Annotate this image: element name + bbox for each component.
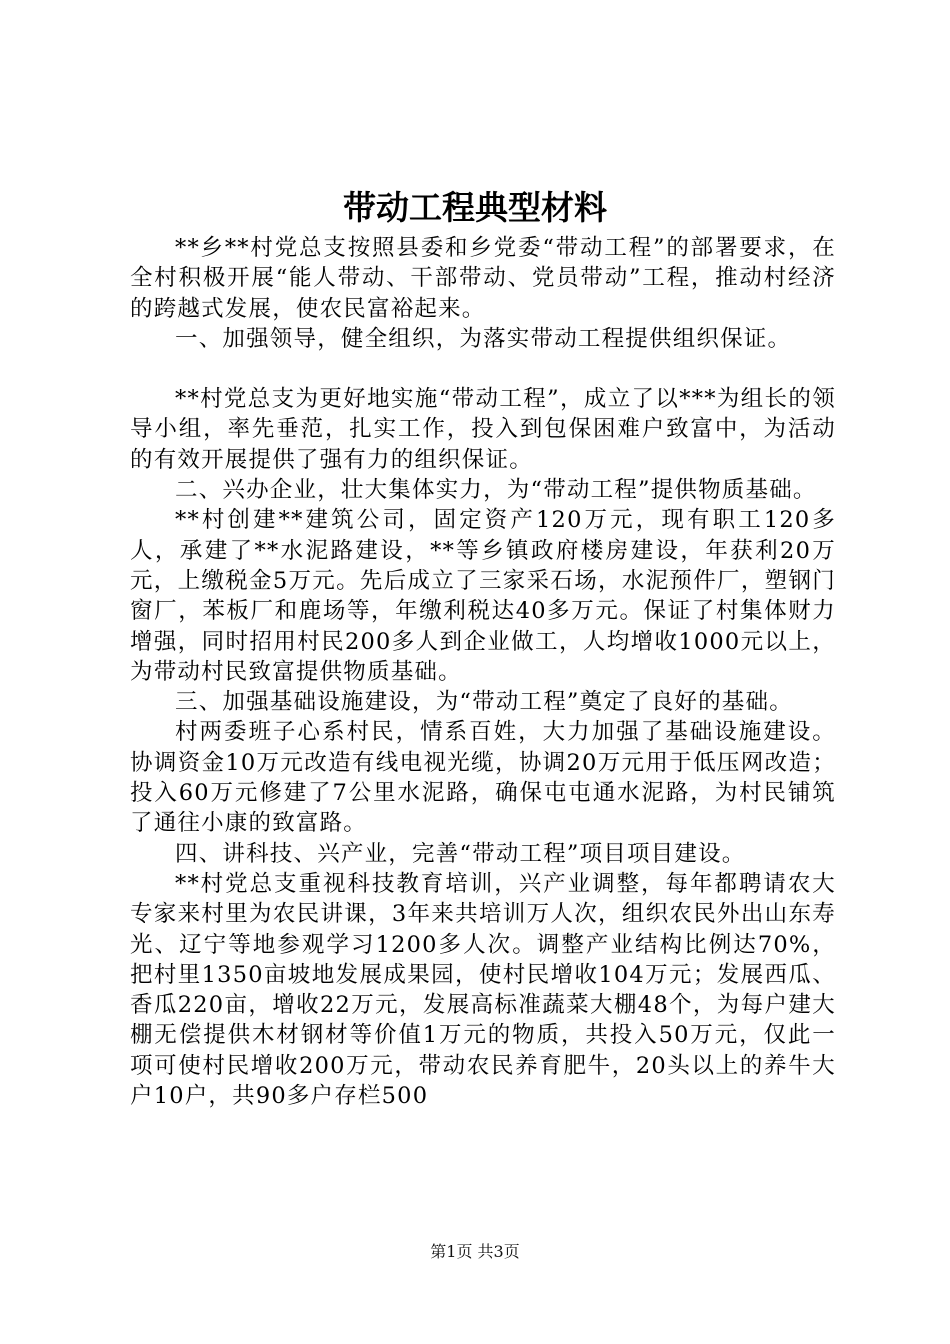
document-title: 带动工程典型材料 — [343, 188, 607, 227]
document-body — [130, 233, 836, 1111]
section-heading-4: 四、讲科技、兴产业，完善“带动工程”项目项目建设。 — [175, 840, 746, 867]
section-heading-3: 三、加强基础设施建设，为“带动工程”奠定了良好的基础。 — [175, 689, 793, 716]
paragraph-intro: **乡**村党总支按照县委和乡党委“带动工程”的部署要求，在全村积极开展“能人带动、干部带动、党员带动”工程，推动村经济的跨越式发展，使农民富裕起来。 — [130, 235, 836, 322]
paragraph-section-3: 村两委班子心系村民，情系百姓，大力加强了基础设施建设。协调资金10万元改造有线电视光缆，协调20万元用于低压网改造；投入60万元修建了7公里水泥路，确保屯屯通水泥路，为村民铺筑了通往小康的致富路。 — [130, 719, 836, 837]
paragraph-section-1: **村党总支为更好地实施“带动工程”，成立了以***为组长的领导小组，率先垂范，扎实工作，投入到包保困难户致富中，为活动的有效开展提供了强有力的组织保证。 — [130, 386, 836, 473]
section-heading-2: 二、兴办企业，壮大集体实力，为“带动工程”提供物质基础。 — [175, 477, 817, 504]
paragraph-section-2: **村创建**建筑公司，固定资产120万元，现有职工120多人，承建了**水泥路建设，**等乡镇政府楼房建设，年获利20万元，上缴税金5万元。先后成立了三家采石场，水泥预件厂，塑钢门窗厂，苯板厂和鹿场等，年缴利税达40多万元。保证了村集体财力增强，同时招用村民200多人到企业做工，人均增收1000元以上，为带动村民致富提供物质基础。 — [130, 507, 836, 685]
paragraph-section-4: **村党总支重视科技教育培训，兴产业调整，每年都聘请农大专家来村里为农民讲课，3年来共培训万人次，组织农民外出山东寿光、辽宁等地参观学习1200多人次。调整产业结构比例达70%，把村里1350亩坡地发展成果园，使村民增收104万元；发展西瓜、香瓜220亩，增收22万元，发展高标准蔬菜大棚48个，为每户建大棚无偿提供木材钢材等价值1万元的物质，共投入50万元，仅此一项可使村民增收200万元，带动农民养育肥牛，20头以上的养牛大户10户，共90多户存栏500 — [130, 870, 836, 1110]
page-footer: 第1页 共3页 — [430, 1242, 520, 1261]
section-heading-1: 一、加强领导，健全组织，为落实带动工程提供组织保证。 — [175, 325, 792, 352]
